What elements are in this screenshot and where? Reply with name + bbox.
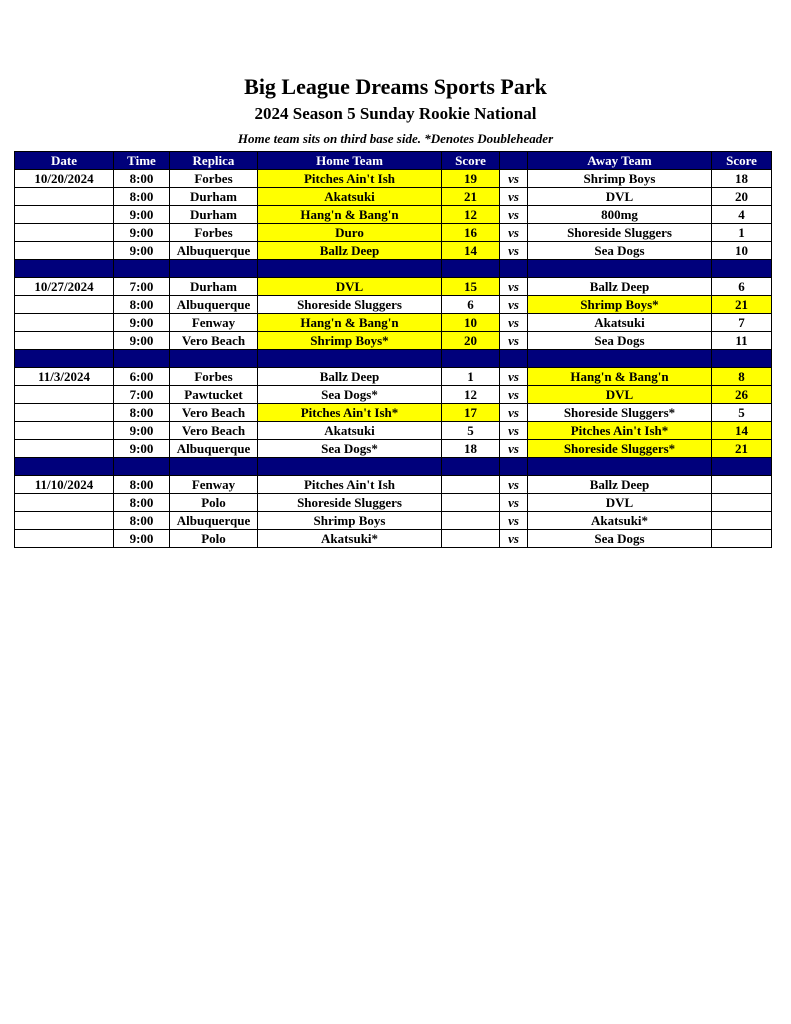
game-date	[15, 314, 114, 332]
vs-label: vs	[500, 314, 528, 332]
separator-cell	[528, 260, 712, 278]
home-team: Akatsuki	[258, 188, 442, 206]
home-team: Hang'n & Bang'n	[258, 206, 442, 224]
away-team: DVL	[528, 386, 712, 404]
away-team: Pitches Ain't Ish*	[528, 422, 712, 440]
replica-field: Polo	[170, 494, 258, 512]
game-row	[15, 476, 772, 494]
home-team: Sea Dogs*	[258, 386, 442, 404]
separator-cell	[442, 260, 500, 278]
game-time: 9:00	[114, 440, 170, 458]
vs-label: vs	[500, 404, 528, 422]
game-date	[15, 404, 114, 422]
replica-field: Vero Beach	[170, 332, 258, 350]
column-header-time: Time	[114, 152, 170, 170]
game-date	[15, 206, 114, 224]
game-date: 10/27/2024	[15, 278, 114, 296]
away-score: 10	[712, 242, 772, 260]
game-row	[15, 512, 772, 530]
away-team: Ballz Deep	[528, 278, 712, 296]
replica-field: Vero Beach	[170, 404, 258, 422]
home-team: Shrimp Boys	[258, 512, 442, 530]
separator-cell	[712, 260, 772, 278]
separator-cell	[114, 458, 170, 476]
away-score: 26	[712, 386, 772, 404]
header-row	[15, 152, 772, 170]
replica-field: Forbes	[170, 170, 258, 188]
separator-cell	[442, 458, 500, 476]
home-score: 6	[442, 296, 500, 314]
game-time: 9:00	[114, 314, 170, 332]
separator-cell	[442, 350, 500, 368]
game-date	[15, 422, 114, 440]
separator-cell	[170, 350, 258, 368]
game-time: 8:00	[114, 296, 170, 314]
game-date	[15, 332, 114, 350]
away-team: Sea Dogs	[528, 242, 712, 260]
game-time: 9:00	[114, 224, 170, 242]
column-header-away-team: Away Team	[528, 152, 712, 170]
separator-cell	[528, 458, 712, 476]
game-row	[15, 494, 772, 512]
home-team: Akatsuki	[258, 422, 442, 440]
home-team: Shoreside Sluggers	[258, 494, 442, 512]
away-team: DVL	[528, 188, 712, 206]
away-score: 20	[712, 188, 772, 206]
game-time: 9:00	[114, 206, 170, 224]
away-score	[712, 530, 772, 548]
separator-cell	[500, 458, 528, 476]
vs-label: vs	[500, 368, 528, 386]
home-team: Duro	[258, 224, 442, 242]
home-score: 12	[442, 206, 500, 224]
vs-label: vs	[500, 224, 528, 242]
vs-label: vs	[500, 296, 528, 314]
schedule-table	[14, 151, 772, 548]
home-score: 19	[442, 170, 500, 188]
home-team: Pitches Ain't Ish*	[258, 404, 442, 422]
game-time: 9:00	[114, 332, 170, 350]
separator-cell	[500, 350, 528, 368]
home-team: Ballz Deep	[258, 368, 442, 386]
separator-cell	[712, 458, 772, 476]
separator-cell	[170, 458, 258, 476]
home-team: Hang'n & Bang'n	[258, 314, 442, 332]
away-team: Akatsuki	[528, 314, 712, 332]
game-date: 10/20/2024	[15, 170, 114, 188]
game-row	[15, 368, 772, 386]
game-date	[15, 296, 114, 314]
away-team: Shrimp Boys	[528, 170, 712, 188]
home-score: 5	[442, 422, 500, 440]
week-separator-row	[15, 260, 772, 278]
vs-label: vs	[500, 512, 528, 530]
away-team: Akatsuki*	[528, 512, 712, 530]
home-team: Akatsuki*	[258, 530, 442, 548]
game-time: 8:00	[114, 188, 170, 206]
away-team: Ballz Deep	[528, 476, 712, 494]
away-score: 8	[712, 368, 772, 386]
replica-field: Forbes	[170, 224, 258, 242]
home-team: DVL	[258, 278, 442, 296]
away-score	[712, 512, 772, 530]
replica-field: Albuquerque	[170, 242, 258, 260]
replica-field: Forbes	[170, 368, 258, 386]
home-score	[442, 512, 500, 530]
home-team: Pitches Ain't Ish	[258, 170, 442, 188]
home-score: 20	[442, 332, 500, 350]
page-subtitle: 2024 Season 5 Sunday Rookie National	[254, 104, 537, 123]
game-date	[15, 530, 114, 548]
away-score: 18	[712, 170, 772, 188]
game-date	[15, 512, 114, 530]
home-team: Ballz Deep	[258, 242, 442, 260]
home-score: 14	[442, 242, 500, 260]
replica-field: Fenway	[170, 476, 258, 494]
replica-field: Albuquerque	[170, 296, 258, 314]
home-score	[442, 476, 500, 494]
away-team: Shoreside Sluggers*	[528, 404, 712, 422]
home-team: Sea Dogs*	[258, 440, 442, 458]
game-time: 7:00	[114, 278, 170, 296]
home-score: 15	[442, 278, 500, 296]
replica-field: Albuquerque	[170, 440, 258, 458]
home-score: 16	[442, 224, 500, 242]
game-date	[15, 386, 114, 404]
away-score	[712, 494, 772, 512]
vs-label: vs	[500, 242, 528, 260]
separator-cell	[712, 350, 772, 368]
game-date	[15, 242, 114, 260]
game-row	[15, 224, 772, 242]
home-score	[442, 494, 500, 512]
separator-cell	[258, 260, 442, 278]
away-team: 800mg	[528, 206, 712, 224]
away-score: 21	[712, 440, 772, 458]
game-time: 7:00	[114, 386, 170, 404]
separator-cell	[258, 350, 442, 368]
game-row	[15, 422, 772, 440]
replica-field: Pawtucket	[170, 386, 258, 404]
away-score: 6	[712, 278, 772, 296]
separator-cell	[500, 260, 528, 278]
home-score: 1	[442, 368, 500, 386]
replica-field: Vero Beach	[170, 422, 258, 440]
game-row	[15, 278, 772, 296]
vs-label: vs	[500, 440, 528, 458]
away-score: 5	[712, 404, 772, 422]
away-team: Sea Dogs	[528, 530, 712, 548]
away-team: DVL	[528, 494, 712, 512]
game-time: 9:00	[114, 530, 170, 548]
vs-label: vs	[500, 332, 528, 350]
home-score: 21	[442, 188, 500, 206]
column-header-away-score: Score	[712, 152, 772, 170]
separator-cell	[114, 350, 170, 368]
column-header-vs	[500, 152, 528, 170]
vs-label: vs	[500, 170, 528, 188]
away-team: Shoreside Sluggers	[528, 224, 712, 242]
away-score: 21	[712, 296, 772, 314]
away-team: Hang'n & Bang'n	[528, 368, 712, 386]
separator-cell	[170, 260, 258, 278]
game-row	[15, 332, 772, 350]
home-score	[442, 530, 500, 548]
home-team: Shoreside Sluggers	[258, 296, 442, 314]
week-separator-row	[15, 350, 772, 368]
home-score: 12	[442, 386, 500, 404]
game-time: 9:00	[114, 422, 170, 440]
game-row	[15, 188, 772, 206]
game-row	[15, 206, 772, 224]
away-score: 14	[712, 422, 772, 440]
game-row	[15, 530, 772, 548]
away-score: 1	[712, 224, 772, 242]
game-row	[15, 440, 772, 458]
away-score	[712, 476, 772, 494]
schedule-body	[15, 170, 772, 548]
game-row	[15, 404, 772, 422]
game-row	[15, 386, 772, 404]
game-row	[15, 242, 772, 260]
home-team: Pitches Ain't Ish	[258, 476, 442, 494]
away-score: 4	[712, 206, 772, 224]
replica-field: Durham	[170, 278, 258, 296]
column-header-home-team: Home Team	[258, 152, 442, 170]
home-score: 17	[442, 404, 500, 422]
game-date: 11/10/2024	[15, 476, 114, 494]
game-time: 8:00	[114, 512, 170, 530]
home-score: 18	[442, 440, 500, 458]
replica-field: Fenway	[170, 314, 258, 332]
game-time: 8:00	[114, 404, 170, 422]
replica-field: Albuquerque	[170, 512, 258, 530]
game-row	[15, 296, 772, 314]
separator-cell	[15, 350, 114, 368]
home-score: 10	[442, 314, 500, 332]
separator-cell	[258, 458, 442, 476]
replica-field: Durham	[170, 188, 258, 206]
away-score: 7	[712, 314, 772, 332]
separator-cell	[114, 260, 170, 278]
game-row	[15, 314, 772, 332]
game-time: 8:00	[114, 476, 170, 494]
vs-label: vs	[500, 476, 528, 494]
game-row	[15, 170, 772, 188]
schedule-note: Home team sits on third base side. *Denotes Doubleheader	[237, 131, 554, 146]
game-date: 11/3/2024	[15, 368, 114, 386]
vs-label: vs	[500, 188, 528, 206]
separator-cell	[15, 458, 114, 476]
game-date	[15, 188, 114, 206]
vs-label: vs	[500, 386, 528, 404]
page-title: Big League Dreams Sports Park	[244, 74, 547, 99]
separator-cell	[528, 350, 712, 368]
vs-label: vs	[500, 206, 528, 224]
away-team: Sea Dogs	[528, 332, 712, 350]
column-header-home-score: Score	[442, 152, 500, 170]
week-separator-row	[15, 458, 772, 476]
game-time: 8:00	[114, 494, 170, 512]
replica-field: Polo	[170, 530, 258, 548]
game-date	[15, 224, 114, 242]
vs-label: vs	[500, 530, 528, 548]
away-team: Shrimp Boys*	[528, 296, 712, 314]
game-date	[15, 494, 114, 512]
vs-label: vs	[500, 494, 528, 512]
replica-field: Durham	[170, 206, 258, 224]
game-time: 6:00	[114, 368, 170, 386]
game-date	[15, 440, 114, 458]
vs-label: vs	[500, 422, 528, 440]
column-header-replica: Replica	[170, 152, 258, 170]
away-score: 11	[712, 332, 772, 350]
home-team: Shrimp Boys*	[258, 332, 442, 350]
game-time: 8:00	[114, 170, 170, 188]
away-team: Shoreside Sluggers*	[528, 440, 712, 458]
separator-cell	[15, 260, 114, 278]
vs-label: vs	[500, 278, 528, 296]
game-time: 9:00	[114, 242, 170, 260]
column-header-date: Date	[15, 152, 114, 170]
